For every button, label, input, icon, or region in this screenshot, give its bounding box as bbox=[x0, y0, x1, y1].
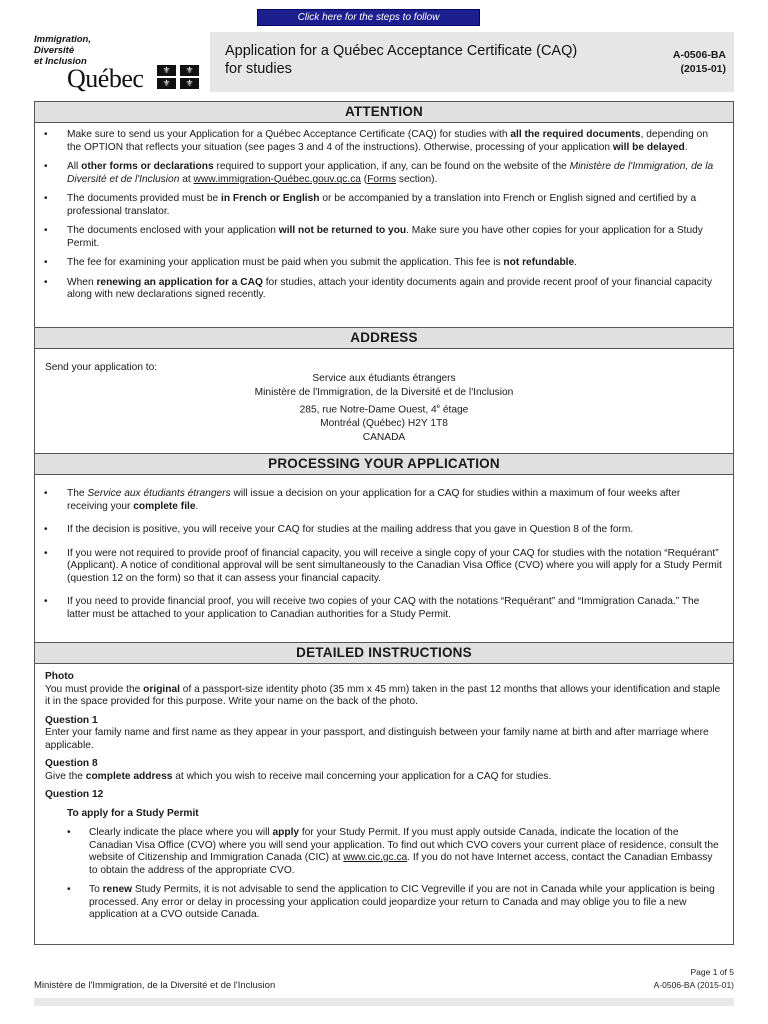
footer-form-code: A-0506-BA (2015-01) bbox=[653, 980, 734, 990]
study-permit-subheading: To apply for a Study Permit bbox=[67, 807, 199, 819]
footer-page-info bbox=[654, 966, 734, 992]
question-1-text: Enter your family name and first name as they appear in your passport, and distinguish between your family name at birth and after marriage where applicable. bbox=[45, 727, 709, 751]
logo-wordmark: Québec bbox=[67, 64, 144, 93]
photo-heading: Photo bbox=[45, 671, 74, 682]
address-lead: Send your application to: bbox=[45, 362, 158, 373]
list-item: • The documents enclosed with your application will not be returned to you. Make sure you have other copies for your application for a Study Permit. bbox=[35, 225, 733, 250]
fleur-de-lis-icon: ⚜ bbox=[157, 78, 176, 89]
address-line-4: Montréal (Québec) H2Y 1T8 bbox=[320, 418, 448, 430]
address-line-1: Service aux étudiants étrangers bbox=[312, 373, 456, 384]
cic-website-link[interactable]: www.cic.gc.ca bbox=[343, 852, 408, 863]
list-item: • The fee for examining your application must be paid when you submit the application. This fee is not refundable. bbox=[35, 257, 733, 270]
form-title-line-1: Application for a Québec Acceptance Certificate (CAQ) bbox=[225, 43, 578, 59]
list-item: • The documents provided must be in French or English or be accompanied by a translation into French or English signed and certified by a professional translator. bbox=[35, 193, 733, 218]
page-number: Page 1 of 5 bbox=[690, 967, 734, 977]
question-1-heading: Question 1 bbox=[45, 714, 98, 726]
fleur-de-lis-icon: ⚜ bbox=[180, 78, 199, 89]
form-code: A-0506-BA bbox=[672, 49, 726, 61]
form-code-block bbox=[673, 48, 726, 76]
footer-ministry: Ministère de l'Immigration, de la Diversité et de l'Inclusion bbox=[34, 980, 276, 991]
question-12-heading: Question 12 bbox=[45, 789, 104, 800]
list-item: • If you need to provide financial proof, you will receive two copies of your CAQ with the notations “Requérant” and “Immigration Canada.” The latter must be attached to your application to Canadian authorities for a Study Permit. bbox=[35, 596, 733, 621]
address-line-2: Ministère de l'Immigration, de la Diversité et de l'Inclusion bbox=[254, 387, 514, 398]
list-item: • If the decision is positive, you will receive your CAQ for studies at the mailing address that you gave in Question 8 of the form. bbox=[35, 524, 733, 537]
steps-link[interactable]: Click here for the steps to follow bbox=[257, 9, 480, 26]
list-item: • To renew Study Permits, it is not advisable to send the application to CIC Vegreville if you are not in Canada while your application is being processed. Any error or delay in processing your application could jeopardize your return to Canada and may oblige you to file a new application at a CVO outside Canada. bbox=[35, 884, 733, 922]
form-title bbox=[225, 42, 625, 78]
list-item: • Make sure to send us your Application for a Québec Acceptance Certificate (CAQ) for studies with all the required documents, depending on the OPTION that reflects your situation (see pages 3 and 4 of the instructions). Otherwise, processing of your application will be delayed. bbox=[35, 129, 733, 154]
bottom-bar bbox=[34, 998, 734, 1006]
form-date: (2015-01) bbox=[680, 63, 726, 75]
list-item: • If you were not required to provide proof of financial capacity, you will receive a single copy of your CAQ for studies with the notation “Requérant” (Applicant). A notice of conditional approval will be sent simultaneously to the Canadian Visa Office (CVO) where you will apply for a Study Permit (question 12 on the form) so that it can assess your financial capacity. bbox=[35, 548, 733, 586]
question-8-heading: Question 8 bbox=[45, 758, 98, 769]
list-item: • The Service aux étudiants étrangers will issue a decision on your application for a CAQ for studies within a maximum of four weeks after receiving your complete file. bbox=[35, 488, 733, 513]
address-heading: ADDRESS bbox=[35, 327, 733, 349]
address-line-5: CANADA bbox=[362, 432, 406, 444]
address-line-3: 285, rue Notre-Dame Ouest, 4e étage bbox=[299, 404, 469, 416]
forms-section-link[interactable]: Forms bbox=[367, 173, 397, 185]
attention-section bbox=[35, 129, 733, 302]
form-header bbox=[210, 32, 734, 92]
quebec-logo bbox=[34, 34, 210, 92]
photo-text: You must provide the original of a passport-size identity photo (35 mm x 45 mm) taken in the past 12 months that allows your identification and staple it in the space provided for this purpose. Write your name on the back of the photo. bbox=[45, 683, 721, 707]
mailing-address bbox=[35, 372, 733, 445]
fleur-de-lis-icon: ⚜ bbox=[157, 65, 176, 76]
question-8-text: Give the complete address at which you wish to receive mail concerning your application for a CAQ for studies. bbox=[45, 770, 552, 782]
logo-line-1: Immigration, bbox=[34, 34, 92, 45]
detailed-instructions-section bbox=[35, 671, 733, 922]
list-item: • Clearly indicate the place where you will apply for your Study Permit. If you must apply outside Canada, indicate the location of the Canadian Visa Office (CVO) where you will send your application. To find out which CVO covers your current place of residence, consult the website of Citizenship and Immigration Canada (CIC) at www.cic.gc.ca. If you do not have Internet access, contact the Canadian Embassy to obtain the address of the appropriate CVO. bbox=[35, 827, 733, 877]
immigration-website-link[interactable]: www.immigration-Québec.gouv.qc.ca bbox=[193, 173, 361, 185]
processing-section bbox=[35, 488, 733, 621]
address-section bbox=[35, 352, 733, 452]
fleur-de-lis-icon: ⚜ bbox=[180, 65, 199, 76]
instructions-frame bbox=[34, 101, 734, 945]
list-item: • All other forms or declarations required to support your application, if any, can be found on the website of the Ministère de l'Immigration, de la Diversité et de l'Inclusion at www.immigration-Québec.gouv.qc.ca (Forms section). bbox=[35, 161, 733, 186]
form-title-line-2: for studies bbox=[225, 61, 292, 77]
logo-line-2: Diversité bbox=[34, 45, 75, 56]
detailed-instructions-heading: DETAILED INSTRUCTIONS bbox=[35, 642, 733, 664]
fleur-de-lis-flag-icon bbox=[157, 65, 199, 89]
attention-heading: ATTENTION bbox=[35, 101, 733, 123]
list-item: • When renewing an application for a CAQ for studies, attach your identity documents again and provide recent proof of your financial capacity along with new declarations signed recently. bbox=[35, 277, 733, 302]
processing-heading: PROCESSING YOUR APPLICATION bbox=[35, 453, 733, 475]
logo-line-3: et Inclusion bbox=[34, 56, 87, 67]
